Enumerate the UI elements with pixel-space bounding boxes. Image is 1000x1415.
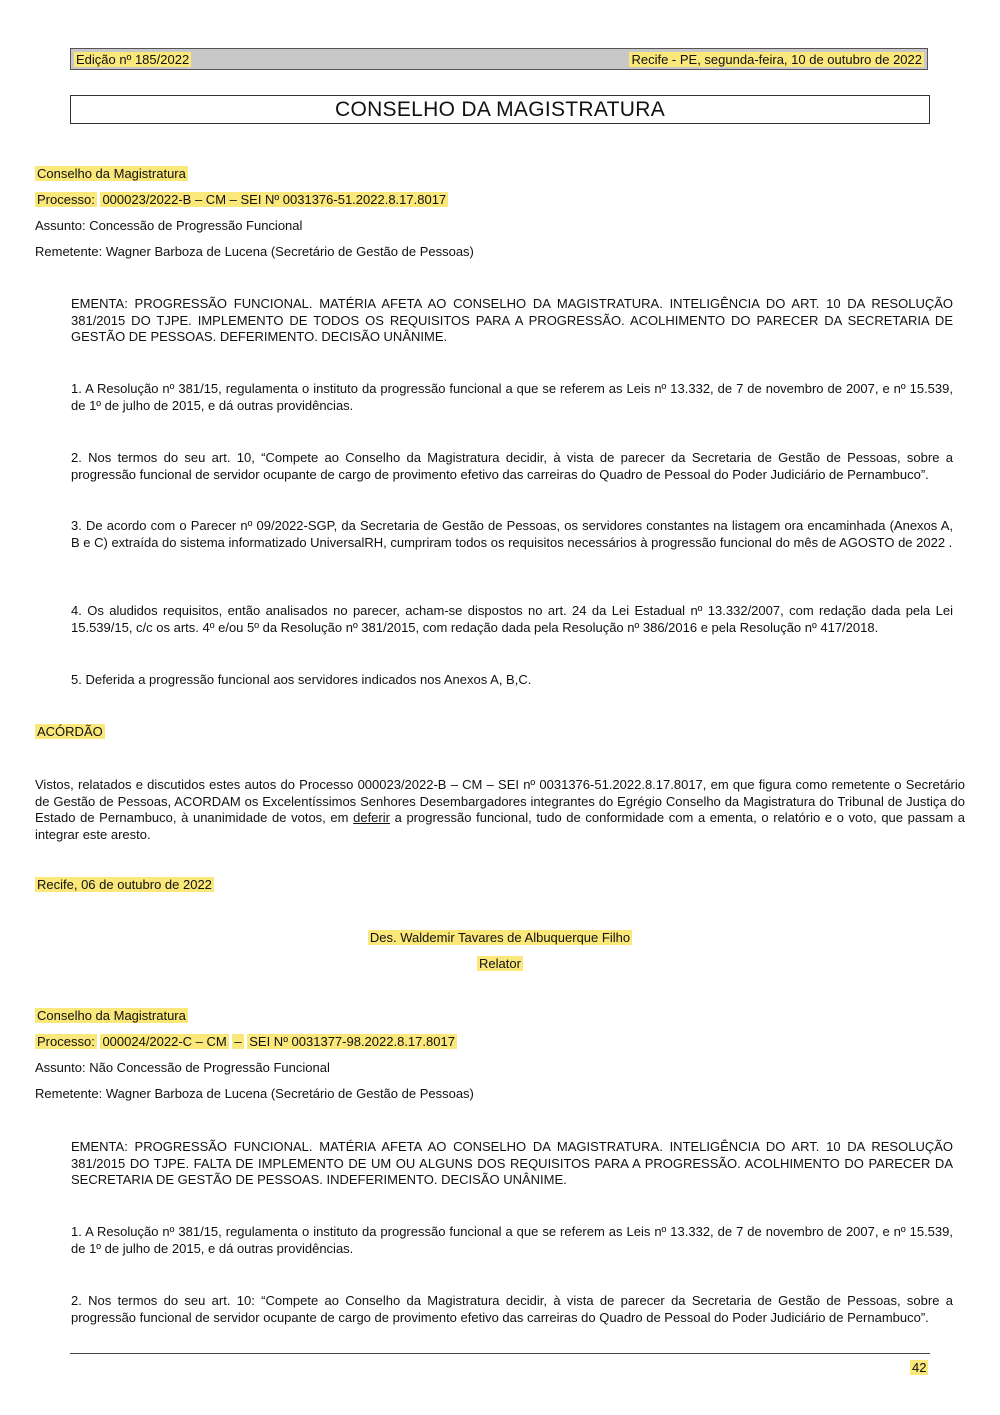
section1-assunto-value: Concessão de Progressão Funcional: [89, 218, 303, 233]
section1-paragraph-5: 5. Deferida a progressão funcional aos servidores indicados nos Anexos A, B,C.: [71, 672, 532, 687]
acordao-text-underlined: deferir: [353, 810, 390, 825]
section1-paragraph-1: 1. A Resolução nº 381/15, regulamenta o instituto da progressão funcional a que se referem as Leis nº 13.332, de 7 de novembro de 2007, e nº 15.539, de 1º de julho de 2015, e dá outras providências.: [71, 381, 953, 413]
acordao-text: [35, 777, 965, 843]
section2-processo-label: Processo:: [37, 1034, 95, 1049]
section2-assunto: [35, 1060, 330, 1076]
acordao-text-pre: Vistos, relatados e discutidos estes autos do Processo 000023/2022-B – CM – SEI nº 0031376-51.2022.8.17.8017, em que figura como remetente o Secretário de Gestão de Pessoas, ACORDAM os Excelentíssimos Senhores Desembargadores integrantes do Egrégio Conselho da Magistratura do Tribunal de Justiça do Estado de Pernambuco, à unanimidade de votos, em: [35, 777, 965, 825]
footer-divider: [70, 1353, 930, 1354]
acordao-heading: [35, 724, 105, 740]
edition-place-date: Recife - PE, segunda-feira, 10 de outubro de 2022: [631, 51, 922, 67]
section1-ementa: EMENTA: PROGRESSÃO FUNCIONAL. MATÉRIA AFETA AO CONSELHO DA MAGISTRATURA. INTELIGÊNCIA DO ART. 10 DA RESOLUÇÃO 381/2015 DO TJPE. IMPLEMENTO DE TODOS OS REQUISITOS PARA A PROGRESSÃO. ACOLHIMENTO DO PARECER DA SECRETARIA DE GESTÃO DE PESSOAS. DEFERIMENTO. DECISÃO UNÂNIME.: [71, 296, 953, 344]
section2-remetente: [35, 1086, 474, 1102]
section2-processo-separator: –: [234, 1034, 242, 1049]
section1-paragraph-3: 3. De acordo com o Parecer nº 09/2022-SGP, da Secretaria de Gestão de Pessoas, os servidores constantes na listagem ora encaminhada (Anexos A, B e C) extraída do sistema informatizado UniversalRH, cumpriram todos os requisitos necessários à progressão funcional do mês de AGOSTO de 2022 .: [71, 518, 953, 550]
section1-processo: [35, 192, 448, 208]
section2-processo-value: 000024/2022-C – CM: [102, 1034, 227, 1049]
section1-remetente-label: Remetente:: [35, 244, 103, 259]
edition-header: [70, 48, 928, 70]
page-number: [910, 1360, 928, 1375]
section2-processo-sei: SEI Nº 0031377-98.2022.8.17.8017: [249, 1034, 455, 1049]
signatory: [0, 930, 1000, 946]
section1-remetente-value: Wagner Barboza de Lucena (Secretário de Gestão de Pessoas): [105, 244, 474, 259]
section2-processo: [35, 1034, 457, 1050]
section1-org-label: Conselho da Magistratura: [37, 166, 186, 181]
section1-org: [35, 166, 188, 182]
decision-date: [35, 877, 214, 893]
section1-processo-label: Processo:: [37, 192, 95, 207]
section2-paragraph-2: 2. Nos termos do seu art. 10: “Compete ao Conselho da Magistratura decidir, à vista de parecer da Secretaria de Gestão de Pessoas, sobre a progressão funcional de servidor ocupante de cargo de provimento efetivo das carreiras do Quadro de Pessoal do Poder Judiciário de Pernambuco”.: [71, 1293, 953, 1325]
edition-number: Edição nº 185/2022: [76, 51, 190, 67]
section2-remetente-value: Wagner Barboza de Lucena (Secretário de Gestão de Pessoas): [105, 1086, 474, 1101]
section1-remetente: [35, 244, 474, 260]
section1-assunto: [35, 218, 302, 234]
page-title: CONSELHO DA MAGISTRATURA: [70, 95, 930, 124]
signatory-role-text: Relator: [479, 956, 521, 971]
section1-paragraph-4: 4. Os aludidos requisitos, então analisados no parecer, acham-se dispostos no art. 24 da Lei Estadual nº 13.332/2007, com redação dada pela Lei 15.539/15, c/c os arts. 4º e/ou 5º da Resolução nº 381/2015, com redação dada pela Resolução nº 386/2016 e pela Resolução nº 417/2018.: [71, 603, 953, 635]
section2-remetente-label: Remetente:: [35, 1086, 103, 1101]
section1-processo-value: 000023/2022-B – CM – SEI Nº 0031376-51.2022.8.17.8017: [102, 192, 447, 207]
section2-assunto-label: Assunto:: [35, 1060, 86, 1075]
signatory-name: Des. Waldemir Tavares de Albuquerque Filho: [369, 930, 631, 945]
decision-date-text: Recife, 06 de outubro de 2022: [37, 877, 212, 892]
section1-paragraph-2: 2. Nos termos do seu art. 10, “Compete ao Conselho da Magistratura decidir, à vista de parecer da Secretaria de Gestão de Pessoas, sobre a progressão funcional de servidor ocupante de cargo de provimento efetivo das carreiras do Quadro de Pessoal do Poder Judiciário de Pernambuco”.: [71, 450, 953, 482]
section2-paragraph-1: 1. A Resolução nº 381/15, regulamenta o instituto da progressão funcional a que se referem as Leis nº 13.332, de 7 de novembro de 2007, e nº 15.539, de 1º de julho de 2015, e dá outras providências.: [71, 1224, 953, 1256]
section2-org-label: Conselho da Magistratura: [37, 1008, 186, 1023]
acordao-text-post: a progressão funcional, tudo de conformidade com a ementa, o relatório e o voto, que passam a integrar este aresto.: [35, 810, 966, 842]
section2-org: [35, 1008, 188, 1024]
signatory-role: [0, 956, 1000, 972]
acordao-label: ACÓRDÃO: [37, 724, 103, 739]
page-number-text: 42: [912, 1360, 927, 1375]
section2-ementa: EMENTA: PROGRESSÃO FUNCIONAL. MATÉRIA AFETA AO CONSELHO DA MAGISTRATURA. INTELIGÊNCIA DO ART. 10 DA RESOLUÇÃO 381/2015 DO TJPE. FALTA DE IMPLEMENTO DE UM OU ALGUNS DOS REQUISITOS PARA A PROGRESSÃO. ACOLHIMENTO DO PARECER DA SECRETARIA DE GESTÃO DE PESSOAS. INDEFERIMENTO. DECISÃO UNÂNIME.: [71, 1139, 953, 1187]
section1-assunto-label: Assunto:: [35, 218, 86, 233]
section2-assunto-value: Não Concessão de Progressão Funcional: [89, 1060, 330, 1075]
